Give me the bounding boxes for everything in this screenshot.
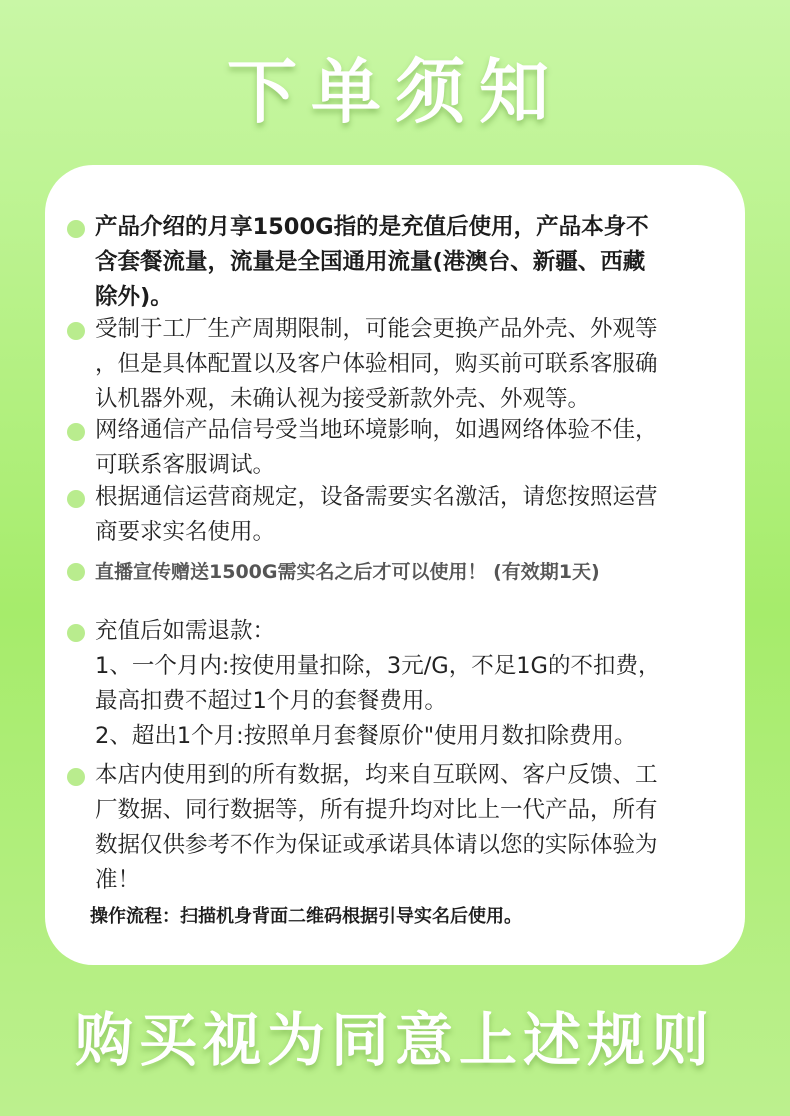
- bullet-dot-icon: [67, 423, 85, 441]
- bullet-dot-icon: [67, 624, 85, 642]
- notice-text: 本店内使用到的所有数据，均来自互联网、客户反馈、工 厂数据、同行数据等，所有提升均对比上一代产品，所有 数据仅供参考不作为保证或承诺具体请以您的实际体验为 准！: [95, 762, 658, 893]
- notice-text: 直播宣传赠送1500G需实名之后才可以使用！ (有效期1天): [95, 561, 600, 583]
- bullet-dot-icon: [67, 563, 85, 581]
- notice-text: 产品介绍的月享1500G指的是充值后使用，产品本身不 含套餐流量，流量是全国通用流量(港澳台、新疆、西藏 除外)。: [95, 214, 649, 310]
- bullet-dot-icon: [67, 768, 85, 786]
- bullet-dot-icon: [67, 220, 85, 238]
- notice-card: [45, 165, 745, 965]
- page-title: 下单须知: [227, 51, 563, 133]
- operation-instructions: 操作流程：扫描机身背面二维码根据引导实名后使用。: [90, 906, 522, 927]
- bullet-dot-icon: [67, 490, 85, 508]
- notice-text: 网络通信产品信号受当地环境影响，如遇网络体验不佳， 可联系客服调试。: [95, 417, 658, 478]
- notice-text: 根据通信运营商规定，设备需要实名激活，请您按照运营 商要求实名使用。: [95, 484, 658, 545]
- bullet-dot-icon: [67, 322, 85, 340]
- notice-text: 充值后如需退款： 1、一个月内:按使用量扣除，3元/G，不足1G的不扣费， 最高扣费不超过1个月的套餐费用。 2、超出1个月:按照单月套餐原价"使用月数扣除费用。: [95, 618, 661, 749]
- footer-slogan: 购买视为同意上述规则: [74, 1006, 715, 1074]
- notice-text: 受制于工厂生产周期限制，可能会更换产品外壳、外观等 ，但是具体配置以及客户体验相同，购买前可联系客服确 认机器外观，未确认视为接受新款外壳、外观等。: [95, 316, 658, 412]
